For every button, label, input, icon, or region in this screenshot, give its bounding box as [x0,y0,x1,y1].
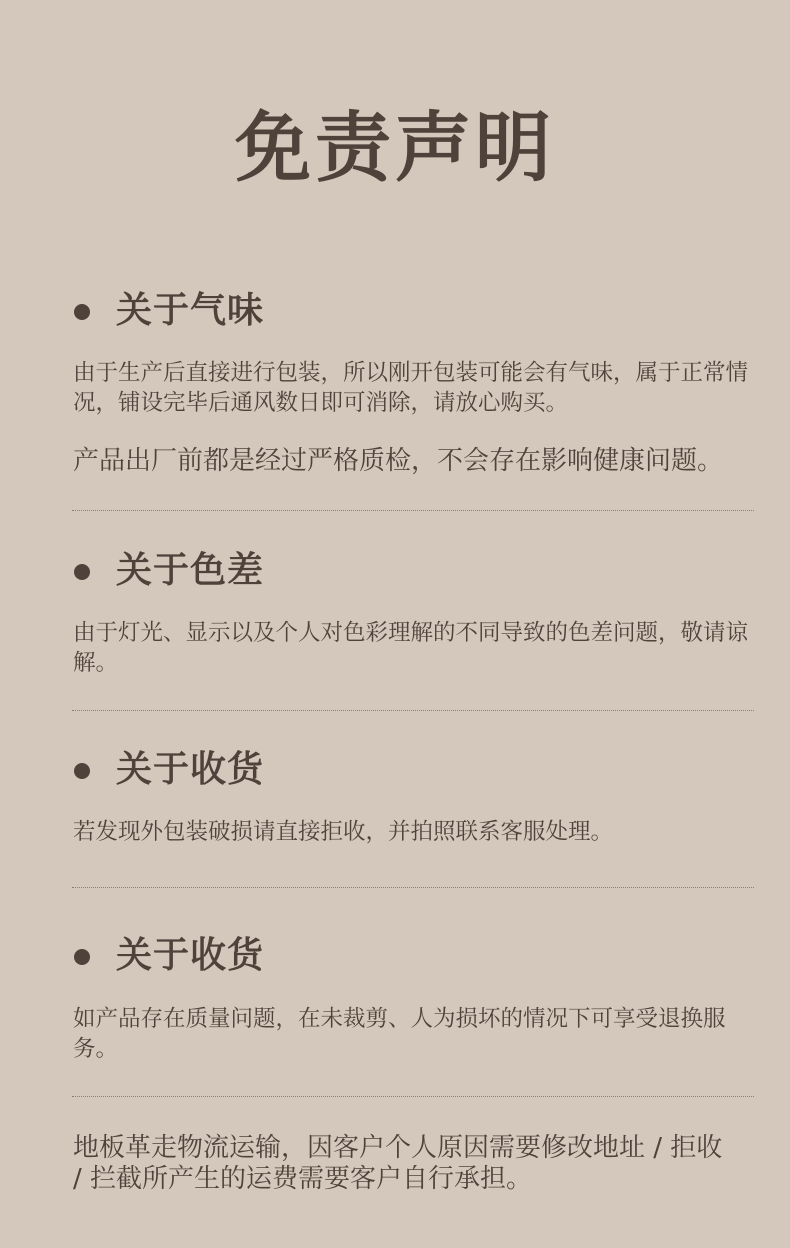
section-paragraph: 由于生产后直接进行包装，所以刚开包装可能会有气味，属于正常情况，铺设完毕后通风数日即可消除，请放心购买。 [73,360,749,416]
section-receiving [73,750,763,847]
section-paragraph: 如产品存在质量问题，在未裁剪、人为损坏的情况下可享受退换服务。 [73,1006,726,1062]
section-paragraph: 产品出厂前都是经过严格质检，不会存在影响健康问题。 [73,446,724,476]
section-heading [73,291,763,331]
section-paragraph: 由于灯光、显示以及个人对色彩理解的不同导致的色差问题，敬请谅解。 [73,620,749,676]
shipping-note: 地板革走物流运输，因客户个人原因需要修改地址 / 拒收 / 拦截所产生的运费需要客户自行承担。 [73,1133,723,1194]
section-divider [72,1096,754,1097]
page-title: 免责声明 [235,103,555,192]
section-odor [73,291,763,476]
bullet-icon [74,949,90,965]
section-returns [73,936,763,1064]
section-heading-text: 关于色差 [116,550,265,591]
section-heading [73,750,763,790]
section-heading [73,551,763,591]
section-heading-text: 关于收货 [116,935,265,976]
bullet-icon [74,564,90,580]
section-divider [72,510,754,511]
section-color-difference [73,551,763,678]
section-heading-text: 关于气味 [116,290,265,331]
section-heading [73,936,763,976]
bullet-icon [74,763,90,779]
section-divider [72,887,754,888]
section-divider [72,710,754,711]
bullet-icon [74,304,90,320]
section-paragraph: 若发现外包装破损请直接拒收，并拍照联系客服处理。 [73,819,614,845]
section-heading-text: 关于收货 [116,749,265,790]
